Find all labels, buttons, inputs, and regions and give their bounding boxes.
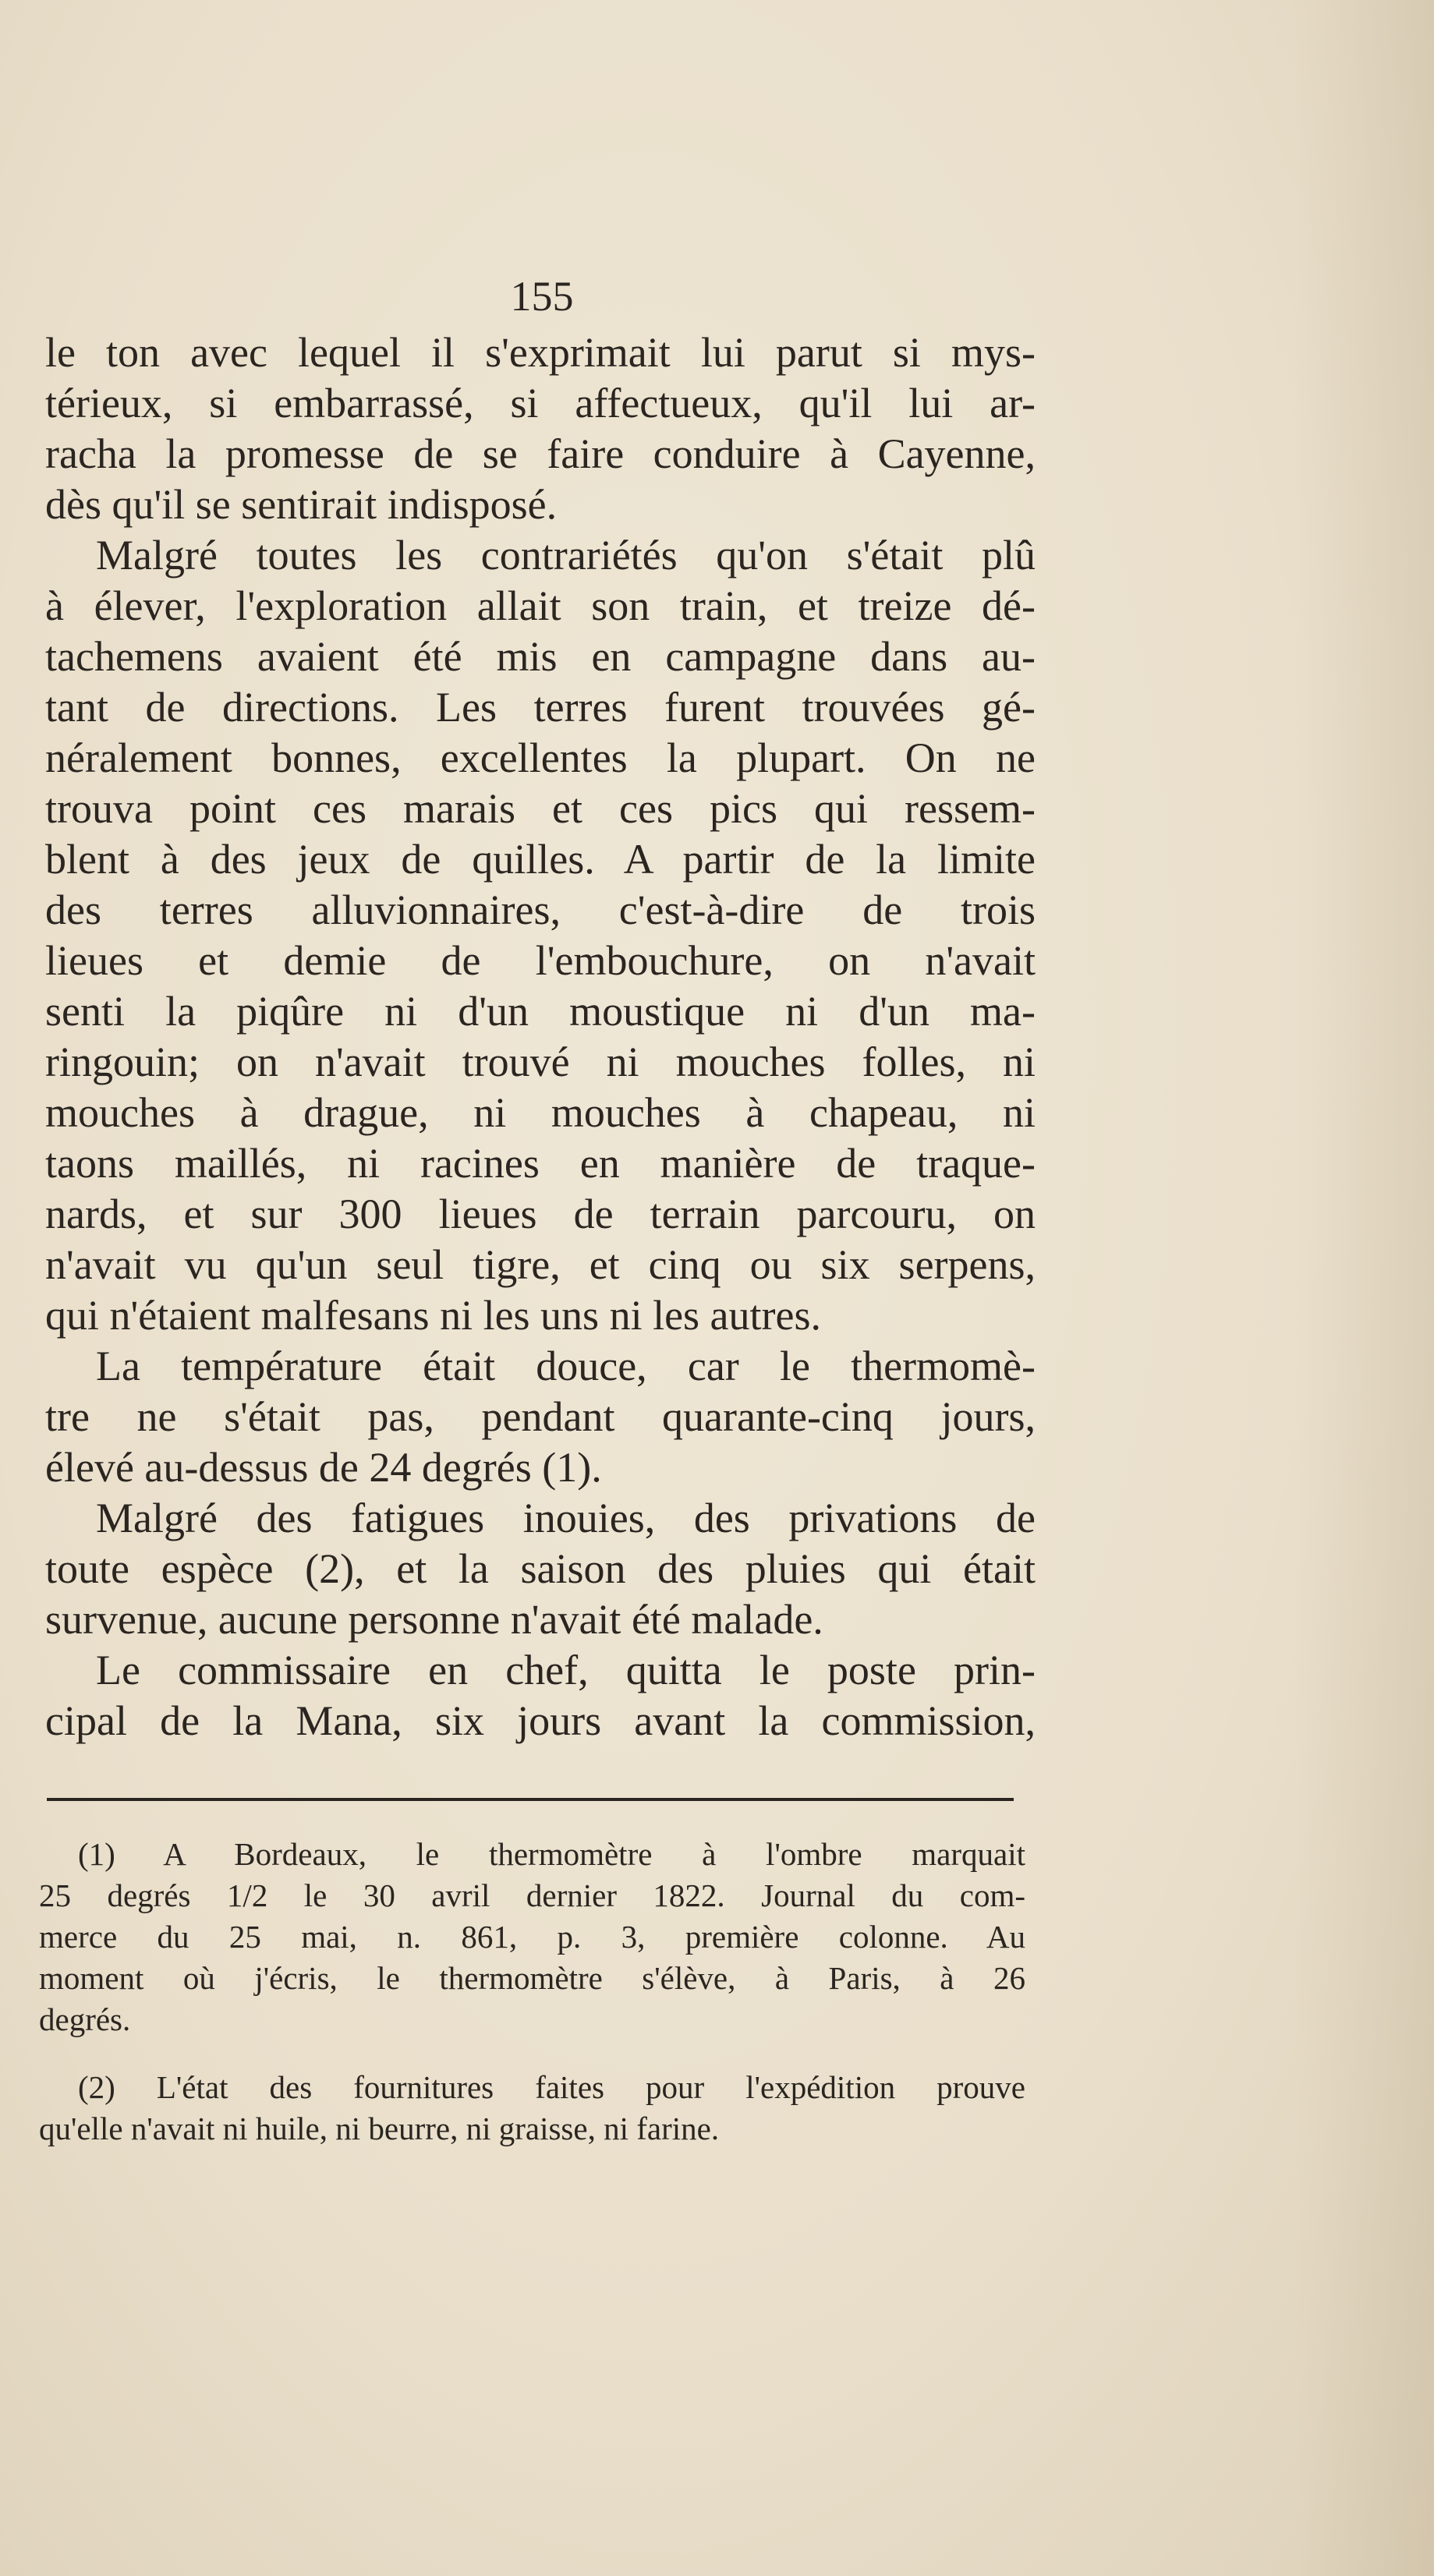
footnote-line: moment où j'écris, le thermomètre s'élève, à Paris, à 26: [39, 1960, 1025, 1996]
text-line: toute espèce (2), et la saison des pluies qui était: [45, 1545, 1036, 1592]
text-line: tachemens avaient été mis en campagne dans au-: [45, 633, 1036, 680]
text-line: racha la promesse de se faire conduire à Cayenne,: [45, 430, 1036, 477]
page-number: 155: [510, 273, 574, 320]
text-line: à élever, l'exploration allait son train, et treize dé-: [45, 582, 1036, 629]
footnote-line: (1) A Bordeaux, le thermomètre à l'ombre marquait: [78, 1836, 1025, 1872]
text-line: Malgré des fatigues inouies, des privations de: [96, 1495, 1036, 1541]
text-line: tre ne s'était pas, pendant quarante-cinq jours,: [45, 1393, 1036, 1440]
text-line: le ton avec lequel il s'exprimait lui parut si mys-: [45, 329, 1036, 376]
footnote-gap: [39, 2040, 1025, 2067]
text-line: survenue, aucune personne n'avait été malade.: [45, 1596, 823, 1643]
text-line: n'avait vu qu'un seul tigre, et cinq ou six serpens,: [45, 1241, 1036, 1288]
text-line: tant de directions. Les terres furent trouvées gé-: [45, 684, 1036, 731]
text-line: térieux, si embarrassé, si affectueux, qu'il lui ar-: [45, 380, 1036, 426]
footnote-line: 25 degrés 1/2 le 30 avril dernier 1822. Journal du com-: [39, 1877, 1025, 1913]
text-line: La température était douce, car le thermomè-: [96, 1343, 1036, 1389]
footnote-line: merce du 25 mai, n. 861, p. 3, première colonne. Au: [39, 1919, 1025, 1955]
text-line: cipal de la Mana, six jours avant la commission,: [45, 1697, 1036, 1744]
text-line: Malgré toutes les contrariétés qu'on s'était plû: [96, 532, 1036, 579]
text-line: néralement bonnes, excellentes la plupart. On ne: [45, 734, 1036, 781]
text-line: élevé au-dessus de 24 degrés (1).: [45, 1444, 602, 1491]
text-line: trouva point ces marais et ces pics qui ressem-: [45, 785, 1036, 832]
body-text: [45, 327, 1036, 1746]
text-line: qui n'étaient malfesans ni les uns ni les autres.: [45, 1292, 821, 1339]
footnotes: [39, 1834, 1025, 2150]
text-line: taons maillés, ni racines en manière de traque-: [45, 1140, 1036, 1187]
text-line: Le commissaire en chef, quitta le poste prin-: [96, 1647, 1036, 1693]
text-line: des terres alluvionnaires, c'est-à-dire de trois: [45, 886, 1036, 933]
text-line: dès qu'il se sentirait indisposé.: [45, 481, 558, 528]
text-line: nards, et sur 300 lieues de terrain parcouru, on: [45, 1191, 1036, 1237]
text-line: mouches à drague, ni mouches à chapeau, ni: [45, 1089, 1036, 1136]
footnote-separator: [47, 1798, 1014, 1801]
footnote-line: degrés.: [39, 2001, 131, 2037]
footnote-line: qu'elle n'avait ni huile, ni beurre, ni graisse, ni farine.: [39, 2111, 720, 2146]
footnote-line: (2) L'état des fournitures faites pour l'expédition prouve: [78, 2069, 1025, 2105]
page-edge-shadow: [1294, 0, 1434, 2576]
text-line: blent à des jeux de quilles. A partir de la limite: [45, 836, 1036, 883]
text-line: lieues et demie de l'embouchure, on n'avait: [45, 937, 1036, 984]
text-line: senti la piqûre ni d'un moustique ni d'un ma-: [45, 988, 1036, 1035]
text-line: ringouin; on n'avait trouvé ni mouches folles, ni: [45, 1039, 1036, 1085]
